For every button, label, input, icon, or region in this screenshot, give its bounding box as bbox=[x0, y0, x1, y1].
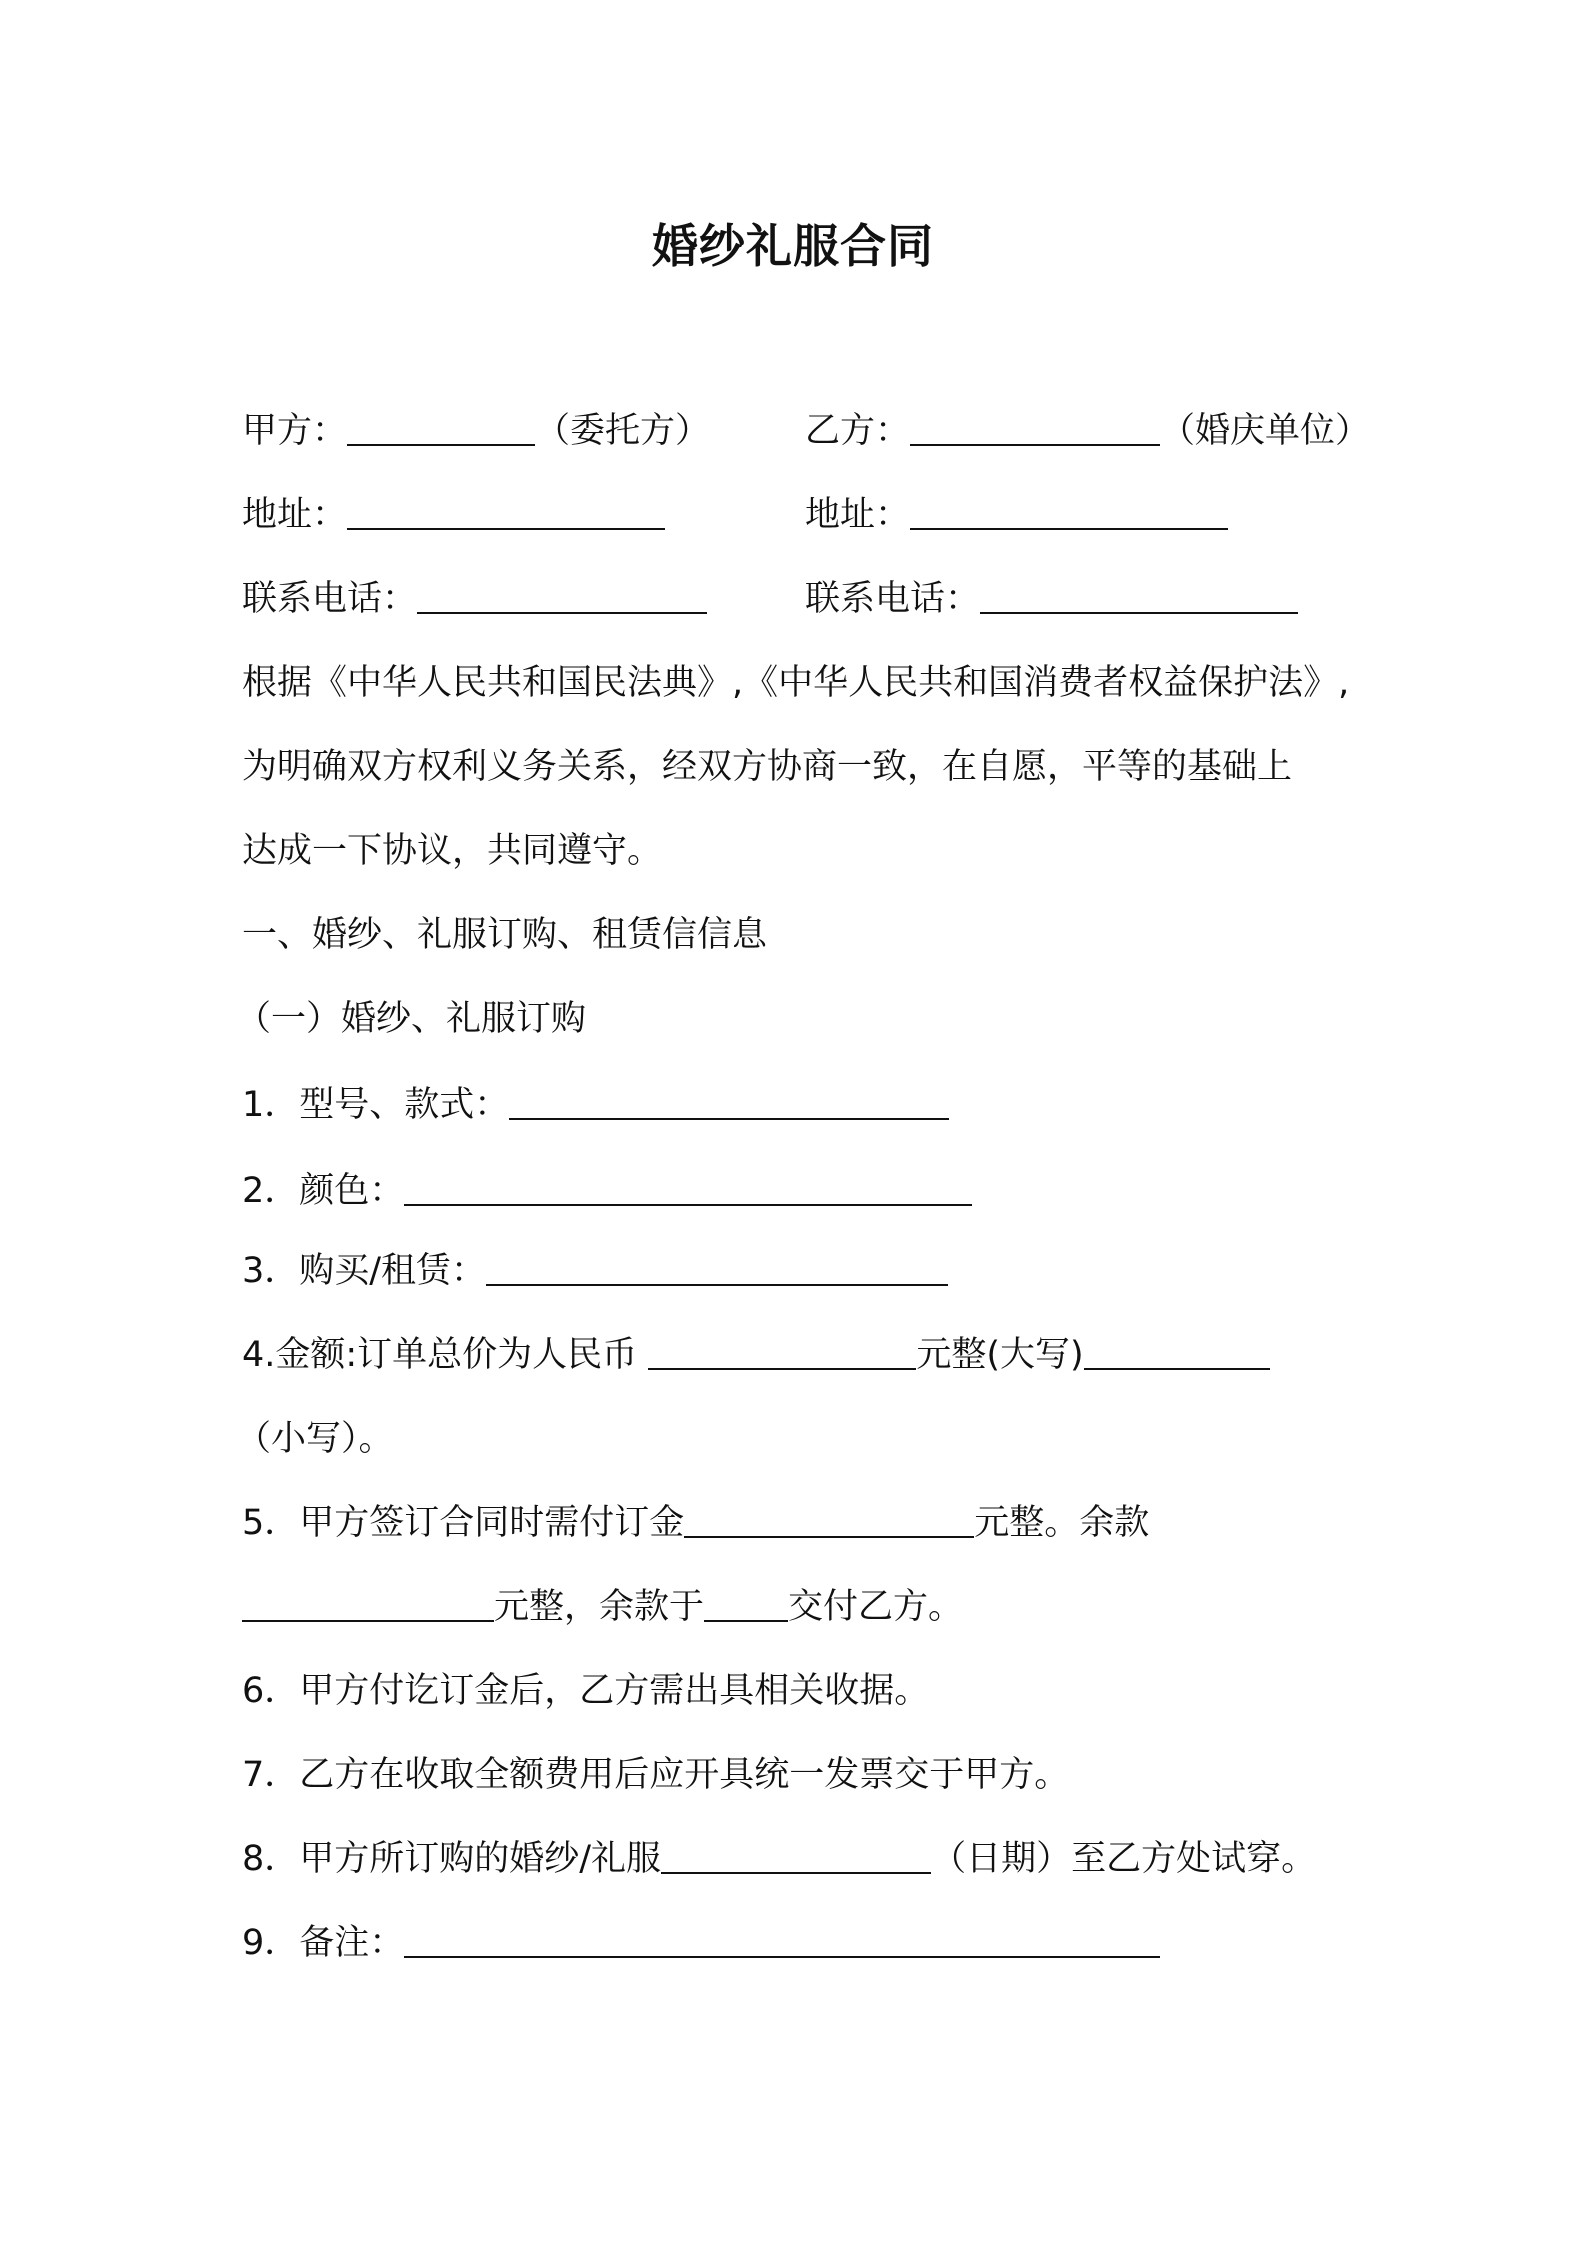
party-a-phone-line bbox=[242, 578, 707, 620]
item-5-blank-deposit bbox=[684, 1504, 974, 1538]
item-4-blank-uppercase bbox=[1084, 1336, 1270, 1370]
subsection-heading-1: （一）婚纱、礼服订购 bbox=[236, 999, 587, 1039]
party-a-phone-label: 联系电话： bbox=[242, 579, 418, 619]
item-3-label: 3．购买/租赁： bbox=[242, 1251, 487, 1291]
item-7: 7．乙方在收取全额费用后应开具统一发票交于甲方。 bbox=[242, 1755, 1070, 1795]
item-5-balance-label: 元整。余款 bbox=[974, 1503, 1150, 1543]
item-2-label: 2．颜色： bbox=[242, 1171, 405, 1211]
item-4-blank-amount bbox=[648, 1336, 916, 1370]
item-1-line bbox=[242, 1084, 949, 1126]
intro-line-1: 根据《中华人民共和国民法典》,《中华人民共和国消费者权益保护法》, bbox=[242, 663, 1350, 703]
item-3-line bbox=[242, 1250, 948, 1292]
item-2-line bbox=[242, 1170, 972, 1212]
party-a-role: （委托方） bbox=[535, 411, 711, 451]
item-5-blank-balance bbox=[242, 1588, 494, 1622]
party-b-phone-label: 联系电话： bbox=[805, 579, 981, 619]
item-5-label: 5．甲方签订合同时需付订金 bbox=[242, 1503, 685, 1543]
party-b-label: 乙方： bbox=[805, 411, 911, 451]
party-b-role: （婚庆单位） bbox=[1160, 411, 1371, 451]
item-3-blank bbox=[486, 1252, 948, 1286]
party-a-phone-blank bbox=[417, 580, 707, 614]
item-8-line bbox=[242, 1838, 1316, 1880]
party-b-address-label: 地址： bbox=[805, 495, 911, 535]
item-4-uppercase-label: 元整(大写) bbox=[916, 1335, 1084, 1375]
intro-line-2: 为明确双方权利义务关系，经双方协商一致，在自愿，平等的基础上 bbox=[242, 747, 1293, 787]
party-a-address-line bbox=[242, 494, 665, 536]
item-9-line bbox=[242, 1922, 1160, 1964]
party-a-address-label: 地址： bbox=[242, 495, 348, 535]
item-5-blank-date bbox=[704, 1588, 788, 1622]
party-a-blank bbox=[347, 412, 535, 446]
item-2-blank bbox=[404, 1172, 972, 1206]
section-heading-1: 一、婚纱、礼服订购、租赁信信息 bbox=[242, 915, 768, 955]
party-a-label: 甲方： bbox=[242, 411, 348, 451]
party-a-line bbox=[242, 410, 710, 452]
intro-line-3: 达成一下协议，共同遵守。 bbox=[242, 831, 663, 871]
item-1-blank bbox=[509, 1086, 949, 1120]
item-5-line bbox=[242, 1502, 1149, 1544]
item-8-tail: （日期）至乙方处试穿。 bbox=[931, 1839, 1317, 1879]
item-6: 6．甲方付讫订金后，乙方需出具相关收据。 bbox=[242, 1671, 930, 1711]
party-a-address-blank bbox=[347, 496, 665, 530]
party-b-blank bbox=[910, 412, 1160, 446]
item-4-label: 4.金额:订单总价为人民币 bbox=[242, 1335, 649, 1375]
party-b-phone-blank bbox=[980, 580, 1298, 614]
item-5-line-2 bbox=[242, 1586, 963, 1628]
item-5-balance-when: 元整，余款于 bbox=[494, 1587, 705, 1627]
party-b-phone-line bbox=[805, 578, 1298, 620]
party-b-address-blank bbox=[910, 496, 1228, 530]
item-1-label: 1．型号、款式： bbox=[242, 1085, 510, 1125]
item-8-blank-date bbox=[661, 1840, 931, 1874]
item-9-label: 9．备注： bbox=[242, 1923, 405, 1963]
item-8-label: 8．甲方所订购的婚纱/礼服 bbox=[242, 1839, 662, 1879]
party-b-address-line bbox=[805, 494, 1228, 536]
document-title: 婚纱礼服合同 bbox=[652, 219, 934, 273]
item-4-line bbox=[242, 1334, 1270, 1376]
party-b-line bbox=[805, 410, 1370, 452]
item-5-pay-to: 交付乙方。 bbox=[788, 1587, 964, 1627]
item-4-lowercase: （小写）。 bbox=[236, 1419, 394, 1459]
item-9-blank bbox=[404, 1924, 1160, 1958]
